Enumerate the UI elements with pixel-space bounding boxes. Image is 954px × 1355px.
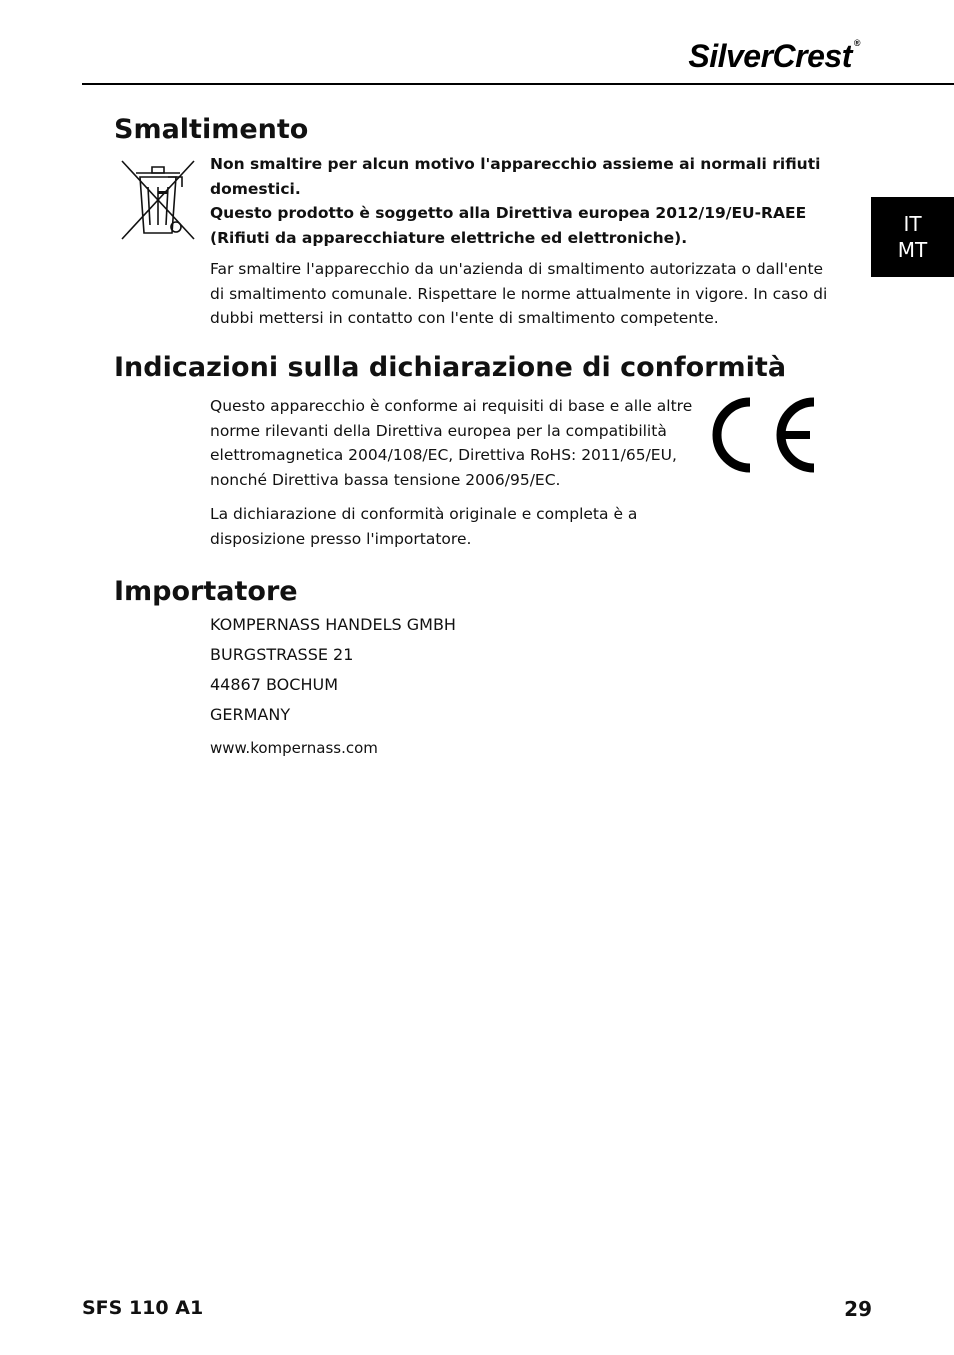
importer-address-line-4: GERMANY [210,705,291,724]
ce-mark-icon [710,396,818,474]
disposal-heading: Smaltimento [114,114,309,145]
language-tab-line1: IT [903,212,922,236]
importer-address-line-1: KOMPERNASS HANDELS GMBH [210,615,456,634]
importer-website: www.kompernass.com [210,739,378,757]
crossed-out-wheelie-bin-icon [118,157,198,243]
registered-mark: ® [853,38,860,48]
disposal-body: Far smaltire l'apparecchio da un'azienda di smaltimento autorizzata o dall'ente di smaltimento comunale. Rispettare le norme attualmente in vigore. In caso di dubbi mettersi in contatto con l'ente di smaltimento competente. [210,260,828,327]
conformity-heading: Indicazioni sulla dichiarazione di conformità [114,352,787,383]
conformity-paragraph-1: Questo apparecchio è conforme ai requisiti di base e alle altre norme rilevanti della Direttiva europea per la compatibilità elettromagnetica 2004/108/EC, Direttiva RoHS: 2011/65/EU, nonché Direttiva bassa tensione 2006/95/EC. [210,397,693,489]
language-tab-line2: MT [897,238,928,262]
disposal-warning-2: Questo prodotto è soggetto alla Direttiva europea 2012/19/EU-RAEE (Rifiuti da apparecchiature elettriche ed elettroniche). [210,204,807,247]
importer-address-line-2: BURGSTRASSE 21 [210,645,354,664]
importer-address-line-3: 44867 BOCHUM [210,675,338,694]
conformity-paragraph-2: La dichiarazione di conformità originale e completa è a disposizione presso l'importatore. [210,505,638,548]
footer-model-number: SFS 110 A1 [82,1297,204,1319]
brand-name: SilverCrest [688,38,852,74]
brand-logo [688,38,860,75]
page-number: 29 [844,1297,872,1321]
language-tab [871,197,954,277]
disposal-warning-1: Non smaltire per alcun motivo l'apparecchio assieme ai normali rifiuti domestici. [210,155,821,198]
header-rule [82,83,954,85]
importer-heading: Importatore [114,576,298,607]
